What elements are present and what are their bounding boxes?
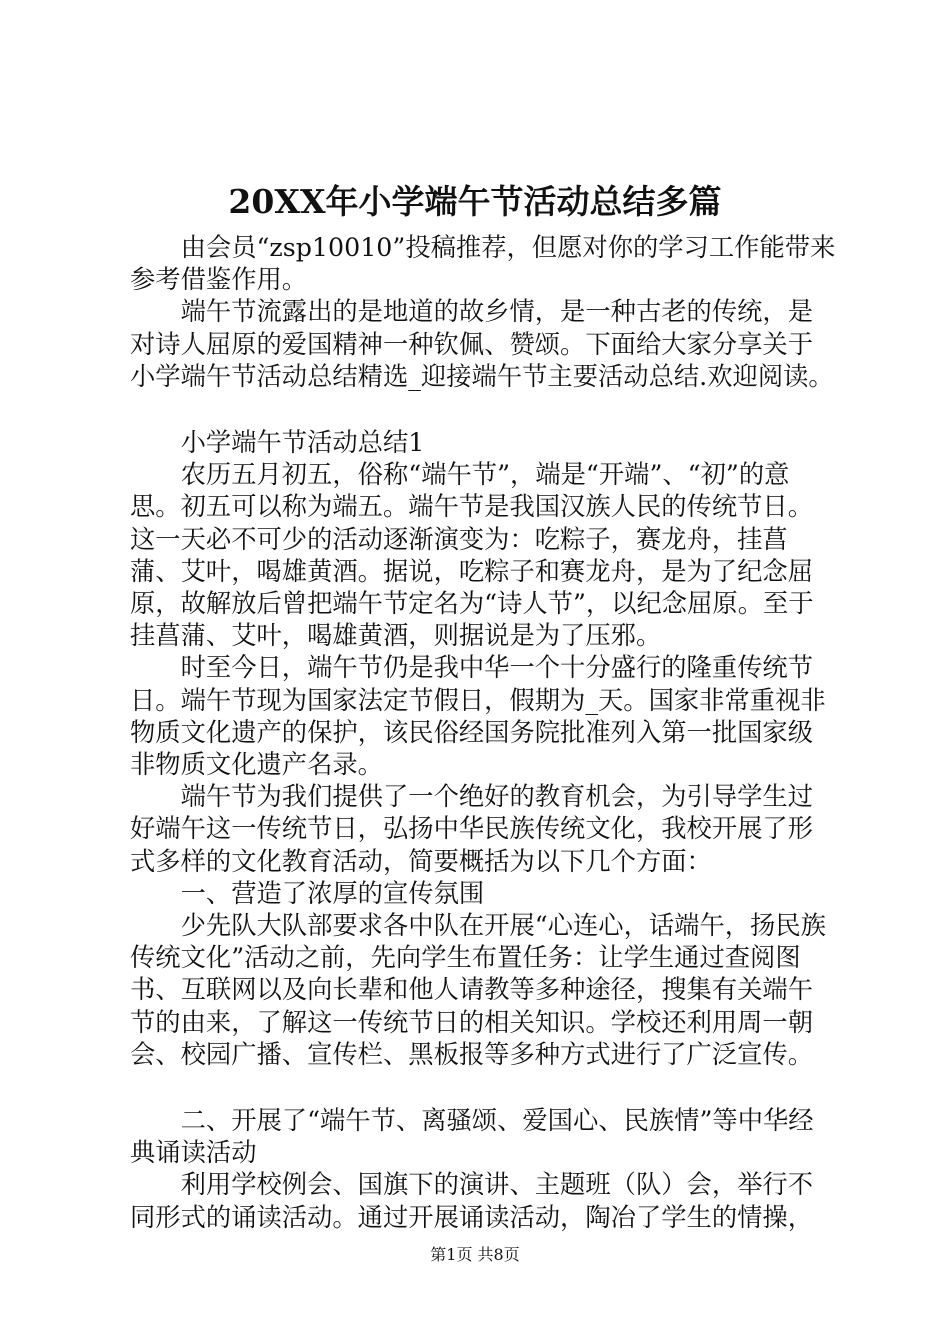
page-footer: 第1页 共8页 — [430, 1245, 520, 1264]
paragraph-education: 端午节为我们提供了一个绝好的教育机会，为引导学生过好端午这一传统节日，弘扬中华民族传统文化，我校开展了形式多样的文化教育活动，简要概括为以下几个方面： — [130, 782, 814, 876]
section-heading: 小学端午节活动总结1 — [180, 428, 425, 458]
subheading-reading: 二、开展了“端午节、离骚颂、爱国心、民族情”等中华经典诵读活动 — [130, 1106, 814, 1168]
paragraph-tradition: 时至今日，端午节仍是我中华一个十分盛行的隆重传统节日。端午节现为国家法定节假日，假期为_天。国家非常重视非物质文化遗产的保护，该民俗经国务院批准列入第一批国家级非物质文化遗产名录。 — [130, 653, 826, 780]
document-title: 20XX年小学端午节活动总结多篇 — [228, 182, 722, 221]
document-body — [130, 232, 836, 1234]
paragraph-intro: 由会员“zsp10010”投稿推荐，但愿对你的学习工作能带来参考借鉴作用。 — [130, 233, 836, 295]
paragraph-atmosphere: 少先队大队部要求各中队在开展“心连心，话端午，扬民族传统文化”活动之前，先向学生布置任务：让学生通过查阅图书、互联网以及向长辈和他人请教等多种途径，搜集有关端午节的由来，了解这一传统节日的相关知识。学校还利用周一朝会、校园广播、宣传栏、黑板报等多种方式进行了广泛宣传。 — [130, 911, 826, 1069]
paragraph-origin: 农历五月初五，俗称“端午节”，端是“开端”、“初”的意思。初五可以称为端五。端午节是我国汉族人民的传统节日。这一天必不可少的活动逐渐演变为：吃粽子，赛龙舟，挂菖蒲、艾叶，喝雄黄酒。据说，吃粽子和赛龙舟，是为了纪念屈原，故解放后曾把端午节定名为“诗人节”，以纪念屈原。至于挂菖蒲、艾叶，喝雄黄酒，则据说是为了压邪。 — [130, 460, 814, 651]
paragraph-reading: 利用学校例会、国旗下的演讲、主题班（队）会，举行不同形式的诵读活动。通过开展诵读活动，陶冶了学生的情操， — [130, 1170, 814, 1232]
paragraph-summary: 端午节流露出的是地道的故乡情，是一种古老的传统，是对诗人屈原的爱国精神一种钦佩、赞颂。下面给大家分享关于小学端午节活动总结精选_迎接端午节主要活动总结.欢迎阅读。 — [130, 297, 834, 391]
subheading-atmosphere: 一、营造了浓厚的宣传氛围 — [180, 878, 485, 908]
